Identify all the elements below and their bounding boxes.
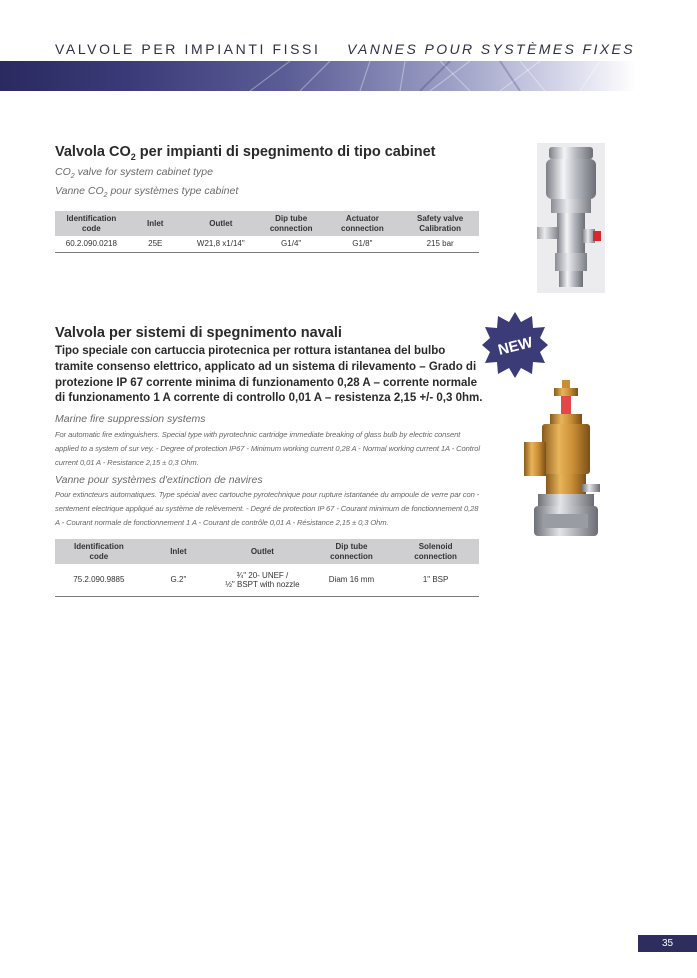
section2-description-en: For automatic fire extinguishers. Special type with pyrotechnic cartridge immediate breaking of glass bulb by electric consent applied to a system of sur vey. - Degree of protection IP67 - Minimum working current 0,28 A - Normal working current 1A - Control current 0,01 A - Resistance 2,15 ± 0,3 Ohm. <box>55 430 480 467</box>
table-header: Inlet <box>128 211 183 236</box>
table-cell: W21,8 x1/14" <box>183 236 259 252</box>
section2-heading-fr: Vanne pour systèmes d'extinction de navires <box>55 474 263 486</box>
table-header: Identification code <box>55 539 143 564</box>
section1-title: Valvola $CO_2$ per impianti di spegnimento di tipo cabinet <box>55 144 436 162</box>
header-title-it: VALVOLE PER IMPIANTI FISSI <box>55 41 321 57</box>
table-header: Dip tube connection <box>311 539 392 564</box>
section2-heading-en: Marine fire suppression systems <box>55 413 206 425</box>
table-cell: G1/4" <box>259 236 324 252</box>
new-badge <box>482 312 548 378</box>
table-cell: 25E <box>128 236 183 252</box>
table-header: Safety valve Calibration <box>401 211 479 236</box>
new-badge-label: NEW <box>496 333 535 359</box>
header-band-stripes <box>0 61 636 91</box>
table-row <box>55 236 479 252</box>
table-cell: Diam 16 mm <box>311 564 392 596</box>
section1-spec-table <box>55 211 479 253</box>
table-header: Identification code <box>55 211 128 236</box>
table-header: Solenoid connection <box>392 539 479 564</box>
marine-valve-product-image <box>520 378 612 550</box>
co2-valve-product-image <box>537 143 605 293</box>
table-header: Outlet <box>214 539 311 564</box>
table-cell: 60.2.090.0218 <box>55 236 128 252</box>
header-band <box>0 61 636 91</box>
table-header: Actuator connection <box>323 211 401 236</box>
section2-description-fr: Pour extincteurs automatiques. Type spécial avec cartouche pyrotechnique pour rupture istantanée du ampoule de verre par con - sentement electrique appliqué au système de relèvement. - Degré de protection IP 67 - Courant minimum de fonctionnement 0,28 A - Courant normale de fonctionnement 1 A - Courant de contrôle 0,01 A - Résistance 2,15 ± 0,3 Ohm. <box>55 490 480 527</box>
table-cell: 215 bar <box>401 236 479 252</box>
table-cell: 1" BSP <box>392 564 479 596</box>
table-cell: G.2" <box>143 564 214 596</box>
table-header: Outlet <box>183 211 259 236</box>
table-header: Inlet <box>143 539 214 564</box>
section2-description-it: Tipo speciale con cartuccia pirotecnica per rottura istantanea del bulbo tramite consenso elettrico, applicato ad un sistema di rilevamento – Grado di protezione IP 67 corrente minima di funzionamento 0,28 A – corrente normale di funzionamento 1 A corrente di controllo 0,01 A – resistenza 2,15 +/- 0,3 0hm. <box>55 345 483 405</box>
page-number: 35 <box>638 935 697 952</box>
table-cell: ¾" 20- UNEF / ½" BSPT with nozzle <box>214 564 311 596</box>
header-title-fr: VANNES POUR SYSTÈMES FIXES <box>346 41 635 57</box>
section1-subtitle-en: $CO_2$ valve for system cabinet type <box>55 166 213 181</box>
table-header: Dip tube connection <box>259 211 324 236</box>
table-cell: G1/8" <box>323 236 401 252</box>
section2-title: Valvola per sistemi di spegnimento navali <box>55 325 342 341</box>
section1-subtitle-fr: Vanne $CO_2$ pour systèmes type cabinet <box>55 185 239 200</box>
section2-spec-table <box>55 539 479 597</box>
table-row <box>55 564 479 596</box>
table-cell: 75.2.090.9885 <box>55 564 143 596</box>
